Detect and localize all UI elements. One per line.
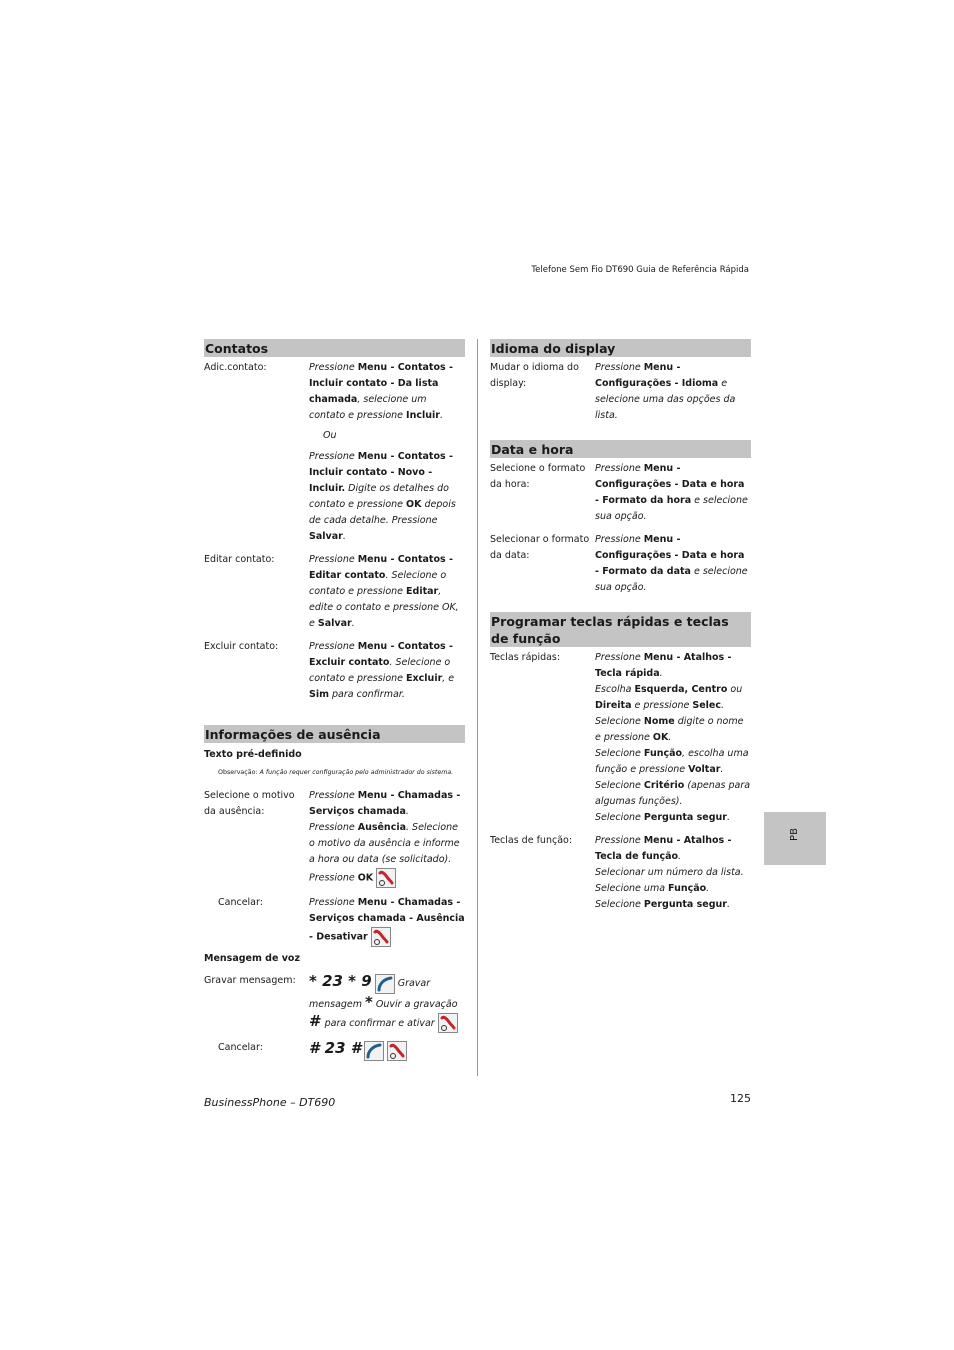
call-icon: [364, 1041, 384, 1061]
desc-adic-contato: [309, 360, 465, 545]
section-contatos-title: Contatos: [204, 339, 465, 357]
star-key: *: [365, 992, 373, 1011]
label-adic-contato: Adic.contato:: [204, 362, 267, 373]
row-cancelar-gravacao: [204, 1040, 465, 1061]
step-r6: Selecione Pergunta segur.: [595, 812, 730, 823]
gravar-text-2: Ouvir a gravação: [372, 998, 458, 1010]
step-r3: Selecione Nome digite o nome e pressione OK.: [595, 716, 744, 743]
step-f1: Pressione Menu - Atalhos - Tecla de função.: [595, 835, 732, 862]
row-teclas-rapidas: [490, 650, 751, 826]
desc-gravar: [309, 973, 465, 1033]
page-number: 125: [730, 1092, 751, 1105]
desc-formato-hora: Pressione Menu - Configurações - Data e hora - Formato da hora e selecione sua opção.: [595, 463, 748, 522]
desc-motivo: [309, 788, 465, 888]
step-r5: Selecione Critério (apenas para algumas funções).: [595, 780, 751, 807]
section-teclas-title: Programar teclas rápidas e teclas de função: [490, 612, 751, 647]
section-data-title: Data e hora: [490, 440, 751, 458]
note: [204, 769, 465, 776]
label-editar-contato: Editar contato:: [204, 554, 275, 565]
language-tab-label: PB: [788, 828, 800, 841]
label-teclas-funcao: Teclas de função:: [490, 835, 573, 846]
language-tab: [764, 812, 826, 865]
footer-product: BusinessPhone – DT690: [204, 1096, 336, 1109]
desc-cancelar-ausencia: [309, 895, 465, 947]
sub-texto-predefinido: Texto pré-definido: [204, 749, 302, 760]
desc-idioma: Pressione Menu - Configurações - Idioma e selecione uma das opções da lista.: [595, 362, 736, 421]
desc-excluir-contato: Pressione Menu - Contatos - Excluir contato. Selecione o contato e pressione Excluir, e Sim para confirmar.: [309, 641, 455, 700]
row-formato-hora: [490, 461, 751, 525]
row-editar-contato: [204, 552, 465, 632]
row-cancelar-ausencia: [204, 895, 465, 947]
row-motivo: [204, 788, 465, 888]
label-cancelar-gravacao: Cancelar:: [218, 1042, 263, 1053]
label-idioma: Mudar o idioma do display:: [490, 362, 579, 389]
call-icon: [375, 974, 395, 994]
desc-teclas-funcao: [595, 833, 751, 913]
row-idioma: [490, 360, 751, 424]
label-excluir-contato: Excluir contato:: [204, 641, 279, 652]
code-gravar: * 23 * 9: [309, 972, 372, 990]
row-adic-contato: [204, 360, 465, 545]
row-teclas-funcao: [490, 833, 751, 913]
label-gravar: Gravar mensagem:: [204, 975, 296, 986]
section-ausencia-title: Informações de ausência: [204, 725, 465, 743]
row-excluir-contato: [204, 639, 465, 703]
left-column: [204, 339, 465, 1068]
note-label: Observação:: [218, 769, 258, 776]
code-cancelar: # 23 #: [309, 1039, 362, 1057]
section-idioma-title: Idioma do display: [490, 339, 751, 357]
sub-mensagem-voz: Mensagem de voz: [204, 953, 300, 964]
desc-editar-contato: Pressione Menu - Contatos - Editar contato. Selecione o contato e pressione Editar, edite o contato e pressione OK, e Salvar.: [309, 554, 459, 629]
step-f3: Selecione uma Função.: [595, 883, 710, 894]
end-call-icon: [438, 1013, 458, 1033]
desc-adic-1: Pressione Menu - Contatos - Incluir contato - Da lista chamada, selecione um contato e pressione Incluir.: [309, 362, 453, 421]
step-r1: Pressione Menu - Atalhos - Tecla rápida.: [595, 652, 732, 679]
desc-cancelar-gravacao: [309, 1040, 465, 1061]
right-column: [490, 339, 751, 920]
step-r4: Selecione Função, escolha uma função e pressione Voltar.: [595, 748, 749, 775]
or-text: Ou: [323, 430, 337, 441]
running-header: Telefone Sem Fio DT690 Guia de Referência Rápida: [531, 265, 749, 275]
label-cancelar-ausencia: Cancelar:: [218, 897, 263, 908]
desc-adic-2: Pressione Menu - Contatos - Incluir contato - Novo - Incluir. Digite os detalhes do contato e pressione OK depois de cada detalhe. Pressione Salvar.: [309, 451, 456, 542]
end-call-icon: [371, 927, 391, 947]
step-r2: Escolha Esquerda, Centro ou Direita e pressione Selec.: [595, 684, 743, 711]
desc-motivo-2-text: Pressione Ausência. Selecione o motivo da ausência e informe a hora ou data (se solicitado). Pressione OK: [309, 822, 460, 884]
desc-motivo-1: Pressione Menu - Chamadas - Serviços chamada.: [309, 790, 461, 817]
end-call-icon: [376, 868, 396, 888]
step-f4: Selecione Pergunta segur.: [595, 899, 730, 910]
desc-cancelar-ausencia-text: Pressione Menu - Chamadas - Serviços chamada - Ausência - Desativar: [309, 897, 465, 943]
desc-teclas-rapidas: [595, 650, 751, 826]
label-motivo: Selecione o motivo da ausência:: [204, 790, 295, 817]
row-gravar: [204, 973, 465, 1033]
label-formato-data: Selecionar o formato da data:: [490, 534, 590, 561]
column-divider: [477, 339, 478, 1076]
row-formato-data: [490, 532, 751, 596]
desc-motivo-2: [309, 820, 465, 888]
note-text: A função requer configuração pelo administrador do sistema.: [259, 769, 454, 776]
hash-key: #: [309, 1011, 322, 1030]
label-teclas-rapidas: Teclas rápidas:: [490, 652, 561, 663]
end-call-icon: [387, 1041, 407, 1061]
step-f2: Selecionar um número da lista.: [595, 867, 744, 878]
gravar-text-1: Gravar mensagem: [309, 978, 431, 1010]
label-formato-hora: Selecione o formato da hora:: [490, 463, 586, 490]
gravar-text-3: para confirmar e ativar: [321, 1017, 435, 1029]
desc-formato-data: Pressione Menu - Configurações - Data e hora - Formato da data e selecione sua opção.: [595, 534, 748, 593]
